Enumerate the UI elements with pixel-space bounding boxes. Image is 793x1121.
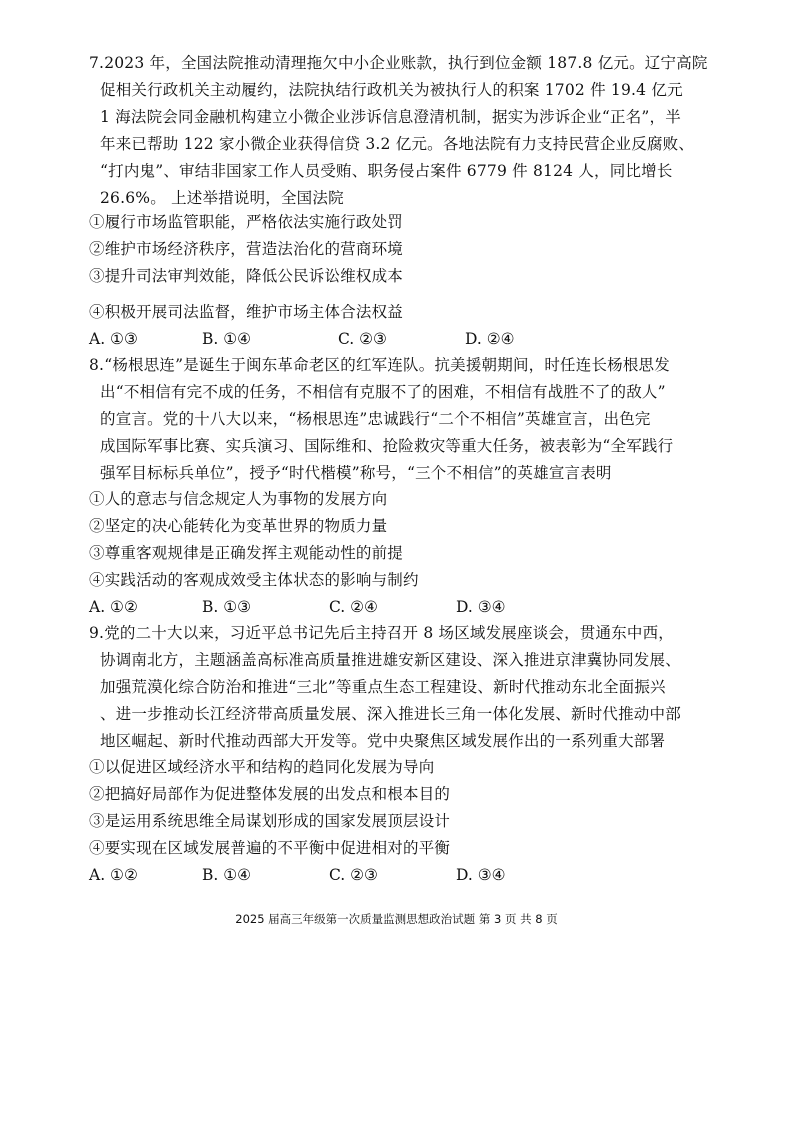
q7-stem-line: 促相关行政机关主动履约，法院执结行政机关为被执行人的积案 1702 件 19.4 亿元 — [100, 81, 683, 99]
q7-stem-line: “打内鬼”、审结非国家工作人员受贿、职务侵占案件 6779 件 8124 人，同比增长 — [100, 162, 673, 180]
q7-statement: ④积极开展司法监督，维护市场主体合法权益 — [89, 303, 404, 321]
q9-stem-line: 加强荒漠化综合防治和推进“三北”等重点生态工程建设、新时代推动东北全面振兴 — [100, 678, 666, 696]
q8-option-c: C. ②④ — [329, 598, 378, 616]
q9-option-a: A. ①② — [89, 866, 138, 884]
q9-statement: ④要实现在区域发展普遍的不平衡中促进相对的平衡 — [89, 839, 451, 857]
q7-option-d: D. ②④ — [465, 330, 515, 348]
q8-option-a: A. ①② — [89, 598, 138, 616]
q7-statement: ②维护市场经济秩序，营造法治化的营商环境 — [89, 240, 404, 258]
q9-option-b: B. ①④ — [202, 866, 252, 884]
q9-statement: ③是运用系统思维全局谋划形成的国家发展顶层设计 — [89, 812, 451, 830]
q7-statement: ③提升司法审判效能，降低公民诉讼维权成本 — [89, 267, 404, 285]
q8-option-d: D. ③④ — [456, 598, 506, 616]
q8-stem-line: 的宣言。党的十八大以来，“杨根思连”忠诚践行“二个不相信”英雄宣言，出色完 — [100, 410, 651, 428]
q7-option-a: A. ①③ — [89, 330, 138, 348]
q7-stem-line: 年来已帮助 122 家小微企业获得信贷 3.2 亿元。各地法院有力支持民营企业反腐败、 — [100, 135, 695, 153]
q7-statement: ①履行市场监管职能，严格依法实施行政处罚 — [89, 213, 404, 231]
q8-stem-line: 出“不相信有完不成的任务，不相信有克服不了的困难，不相信有战胜不了的敌人” — [100, 383, 666, 401]
page-footer: 2025 届高三年级第一次质量监测思想政治试题 第 3 页 共 8 页 — [235, 912, 558, 926]
q9-statement: ①以促进区域经济水平和结构的趋同化发展为导向 — [89, 758, 435, 776]
q7-option-b: B. ①④ — [202, 330, 252, 348]
q9-stem-line: 地区崛起、新时代推动西部大开发等。党中央聚焦区域发展作出的一系列重大部署 — [100, 732, 666, 750]
q8-stem-line: 8.“杨根思连”是诞生于闽东革命老区的红军连队。抗美援朝期间，时任连长杨根思发 — [89, 356, 670, 374]
q7-stem-line: 26.6%。 上述举措说明，全国法院 — [100, 189, 344, 207]
q9-option-d: D. ③④ — [456, 866, 506, 884]
q8-statement: ④实践活动的客观成效受主体状态的影响与制约 — [89, 571, 419, 589]
q7-stem-line: 7.2023 年，全国法院推动清理拖欠中小企业账款，执行到位金额 187.8 亿元。辽宁高院 — [89, 54, 708, 72]
q8-statement: ①人的意志与信念规定人为事物的发展方向 — [89, 490, 388, 508]
q9-stem-line: 9.党的二十大以来，习近平总书记先后主持召开 8 场区域发展座谈会，贯通东中西， — [89, 624, 675, 642]
q9-statement: ②把搞好局部作为促进整体发展的出发点和根本目的 — [89, 785, 451, 803]
q9-option-c: C. ②③ — [329, 866, 378, 884]
q7-option-c: C. ②③ — [338, 330, 387, 348]
q8-statement: ②坚定的决心能转化为变革世界的物质力量 — [89, 517, 388, 535]
q8-stem-line: 强军目标标兵单位”，授予“时代楷模”称号，“三个不相信”的英雄宣言表明 — [100, 464, 612, 482]
q9-stem-line: 、进一步推动长江经济带高质量发展、深入推进长三角一体化发展、新时代推动中部 — [100, 705, 681, 723]
q8-option-b: B. ①③ — [202, 598, 252, 616]
q7-stem-line: 1 海法院会同金融机构建立小微企业涉诉信息澄清机制，据实为涉诉企业“正名”，半 — [100, 108, 681, 126]
q9-stem-line: 协调南北方，主题涵盖高标准高质量推进雄安新区建设、深入推进京津冀协同发展、 — [100, 651, 681, 669]
q8-statement: ③尊重客观规律是正确发挥主观能动性的前提 — [89, 544, 404, 562]
q8-stem-line: 成国际军事比赛、实兵演习、国际维和、抢险救灾等重大任务，被表彰为“全军践行 — [100, 437, 674, 455]
